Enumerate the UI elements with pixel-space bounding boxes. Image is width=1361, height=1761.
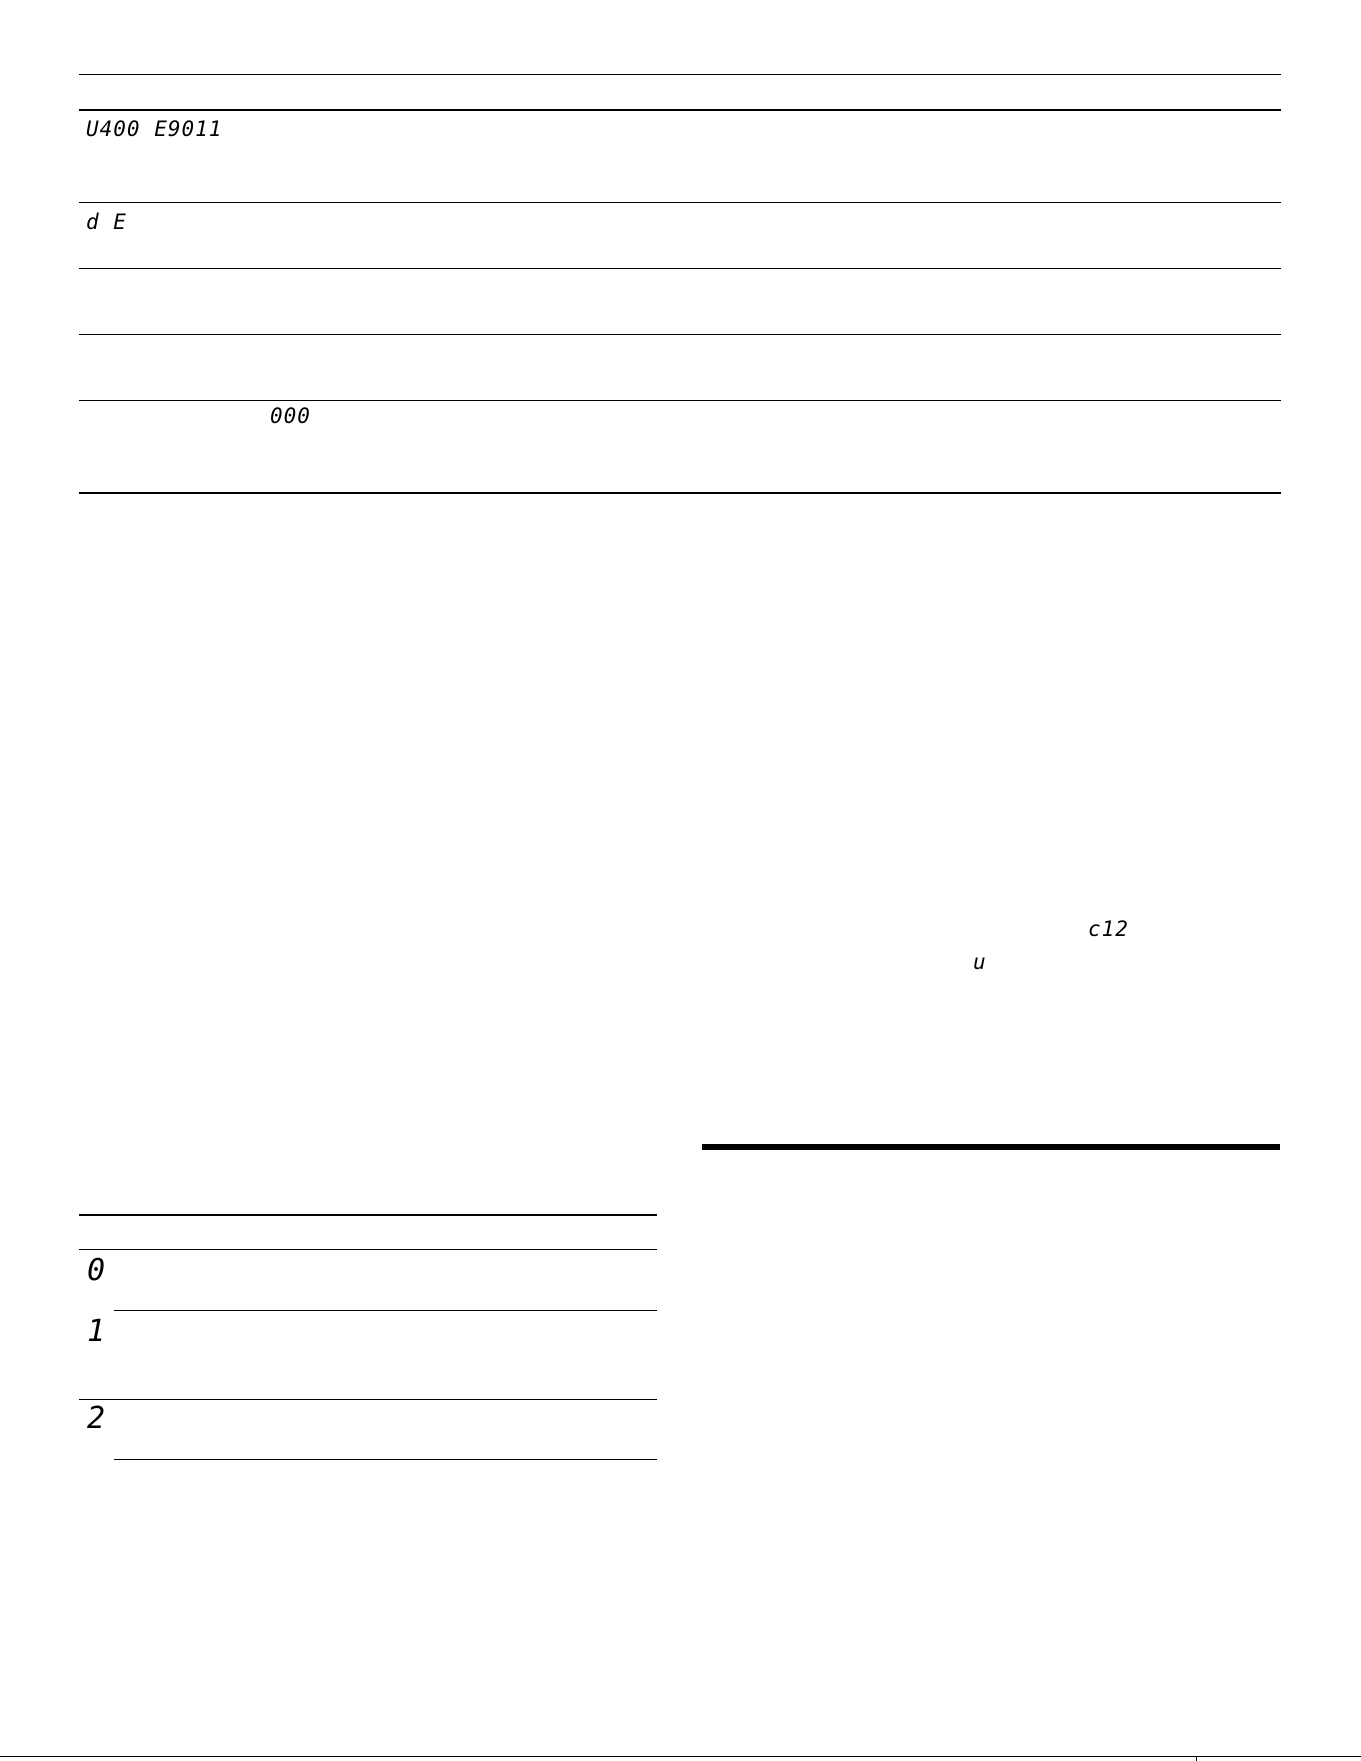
page-footer-rule [0,1756,1361,1757]
table-header-rule [79,1214,657,1216]
error-code-display: 000 [270,404,311,428]
table-top-rule [79,1249,657,1250]
table-top-rule [79,74,1281,75]
row-divider [79,334,1281,335]
section-heading-rule [702,1144,1280,1150]
row-divider [114,1310,657,1311]
row-divider [79,268,1281,269]
row-divider [79,400,1281,401]
error-code-display: d E [86,210,127,234]
footer-divider [1196,1757,1197,1761]
row-divider [79,1399,657,1400]
table-bottom-rule [114,1459,657,1460]
setting-value-display: 1 [87,1314,107,1349]
table-bottom-rule [79,492,1281,494]
setting-value-display: 2 [87,1401,107,1436]
inline-display-code: c12 [1088,917,1129,941]
inline-display-code: u [973,950,987,974]
error-code-display: U400 E9011 [86,117,223,141]
setting-value-display: 0 [87,1253,107,1288]
table-header-rule [79,109,1281,111]
row-divider [79,202,1281,203]
